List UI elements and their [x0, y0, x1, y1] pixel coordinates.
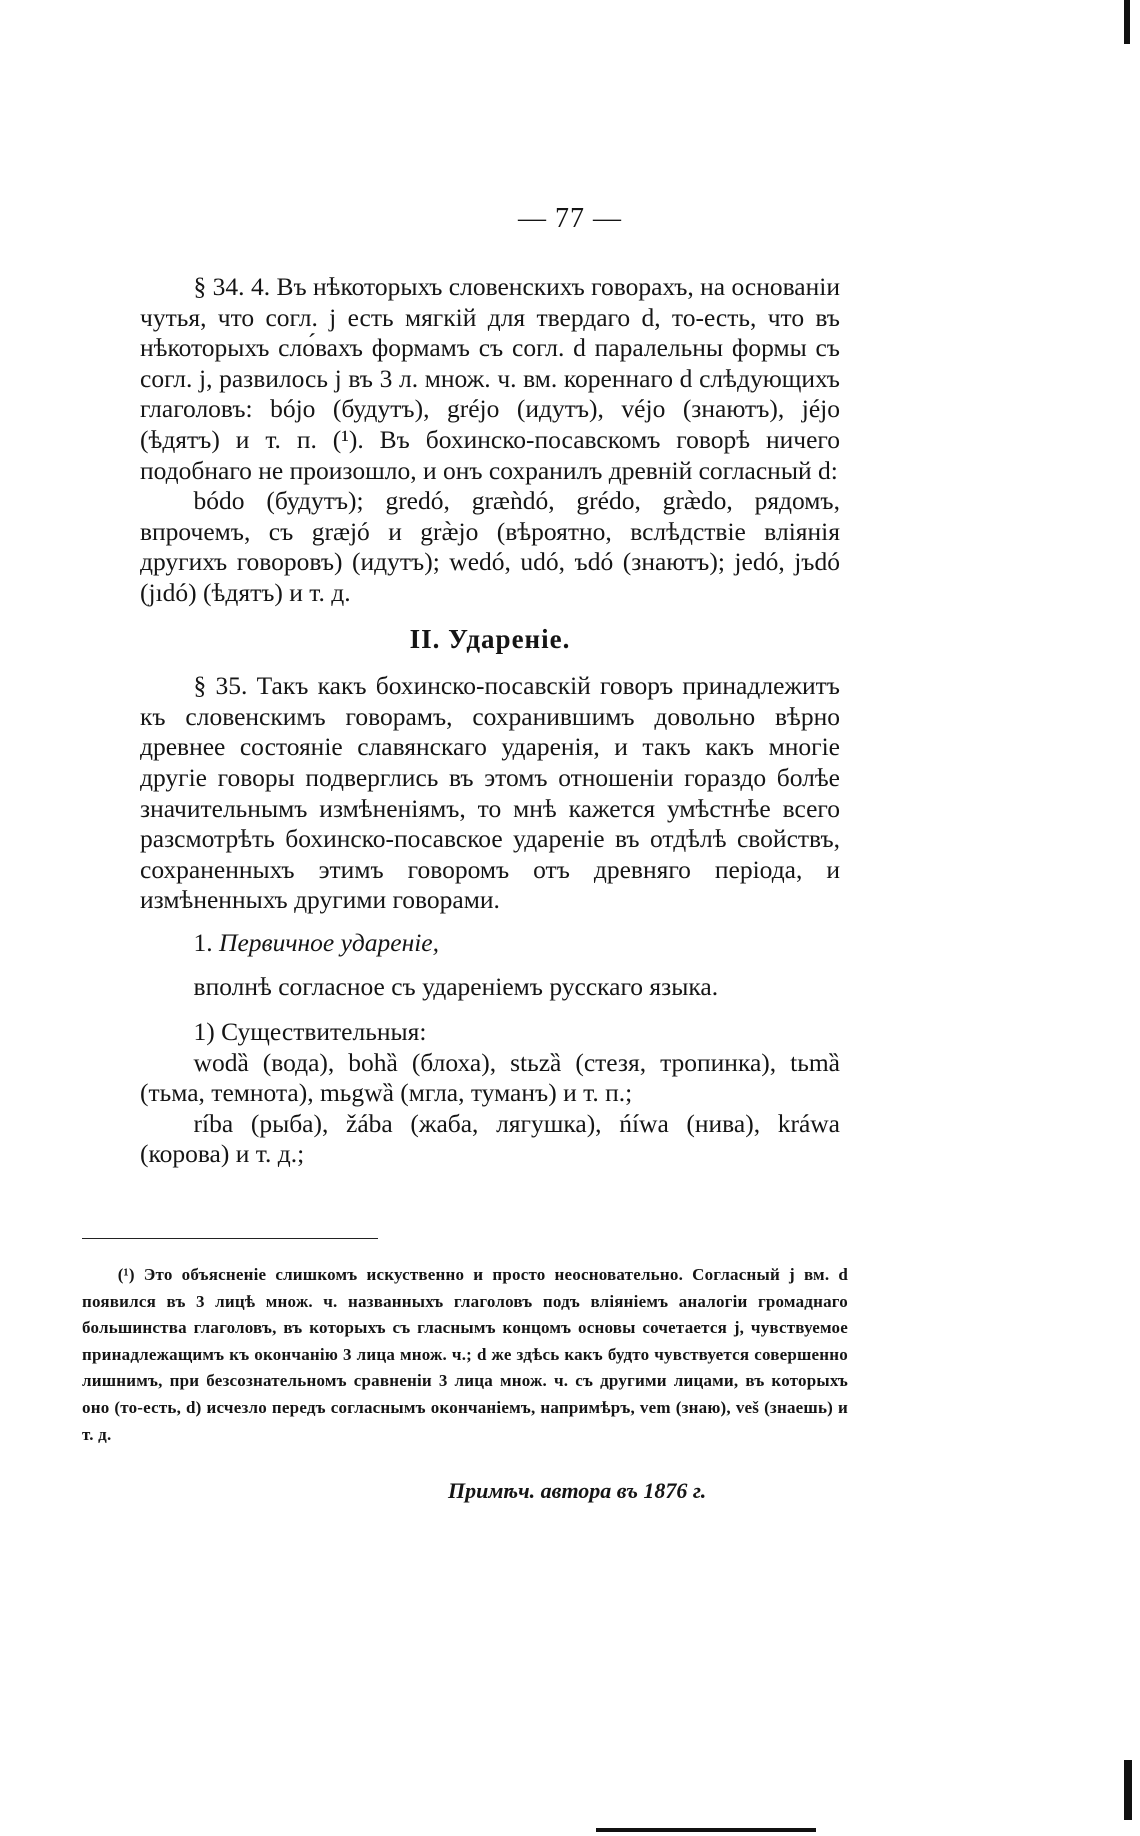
paragraph-34-examples: bódo (будутъ); gredó, græǹdó, grédo, græ̀do, рядомъ, впрочемъ, съ græjó и græ̀jo (вѣроятно, вслѣдствiе влiянiя другихъ говоровъ) (идутъ); wedó, udó, ъdó (знаютъ); jedó, jъdó (jıdó) (ѣдятъ) и т. д.: [140, 486, 840, 607]
footnote-body: Это объясненiе слишкомъ искуственно и просто неосновательно. Согласный j вм. d появился въ 3 лицѣ множ. ч. названныхъ глаголовъ подъ влiянiемъ аналогiи громаднаго большинства глаголовъ, въ которыхъ съ гласнымъ концомъ основы сочетается j, чувствуемое принадлежащимъ къ окончанiю 3 лица множ. ч.; d же здѣсь какъ будто чувствуется совершенно лишнимъ, при безсознательномъ сравненiи 3 лица множ. ч. съ другими лицами, въ которыхъ оно (то-есть, d) исчезло передъ согласнымъ окончанiемъ, напримѣръ, vem (знаю), veš (знаешь) и т. д.: [82, 1265, 849, 1444]
example-line-1: wodȁ (вода), bohȁ (блоха), stьzȁ (стезя, тропинка), tьmȁ (тьма, темнота), mьgwȁ (мгла, туманъ) и т. п.;: [140, 1047, 840, 1108]
example-line-2: ríba (рыба), žába (жаба, лягушка), ńíwa (нива), kráwa (корова) и т. д.;: [140, 1108, 840, 1169]
subsection-title: [140, 928, 840, 959]
subsubsection-title: 1) Существительныя:: [193, 1017, 427, 1047]
scan-bottom-line: [596, 1828, 816, 1832]
subsection-description: вполнѣ согласное съ ударенiемъ русскаго языка.: [193, 972, 719, 1002]
paragraph-35: § 35. Такъ какъ бохинско-посавскiй говоръ принадлежитъ къ словенскимъ говорамъ, сохранившимъ довольно вѣрно древнее состоянiе славянскаго ударенiя, и такъ какъ многiе другiе говоры подверглись въ этомъ отношенiи гораздо болѣе значительнымъ измѣненiямъ, то мнѣ кажется умѣстнѣе всего разсмотрѣть бохинско-посавское ударенiе въ отдѣлѣ свойствъ, сохраненныхъ этимъ говоромъ отъ древняго перiода, и измѣненныхъ другими говорами.: [140, 671, 840, 915]
section-heading: II. Удареніе.: [409, 623, 571, 654]
footnote-divider: [82, 1238, 378, 1239]
main-text: [140, 272, 840, 1170]
footnote-text: [82, 1262, 848, 1448]
paragraph-34: § 34. 4. Въ нѣкоторыхъ словенскихъ говорахъ, на основанiи чутья, что согл. j есть мягкiй для твердаго d, то-есть, что въ нѣкоторыхъ сло́вахъ формамъ съ согл. d паралельны формы съ согл. j, развилось j въ 3 л. множ. ч. вм. кореннаго d слѣдующихъ глаголовъ: bójo (будутъ), gréjo (идутъ), véjo (знаютъ), jéjo (ѣдятъ) и т. п. (¹). Въ бохинско-посавскомъ говорѣ ничего подобнаго не произошло, и онъ сохранилъ древнiй согласный d:: [140, 272, 840, 485]
footnote: [82, 1262, 848, 1448]
subsection-title-italic: Первичное ударенiе,: [219, 927, 439, 957]
scan-edge-mark: [1124, 1760, 1132, 1820]
subsection-number: 1.: [193, 927, 213, 957]
footnote-mark: (¹): [117, 1265, 135, 1284]
footnote-signature: Примѣч. автора въ 1876 г.: [448, 1478, 707, 1503]
page-number: — 77 —: [518, 203, 622, 234]
scan-edge-mark: [1124, 0, 1130, 44]
